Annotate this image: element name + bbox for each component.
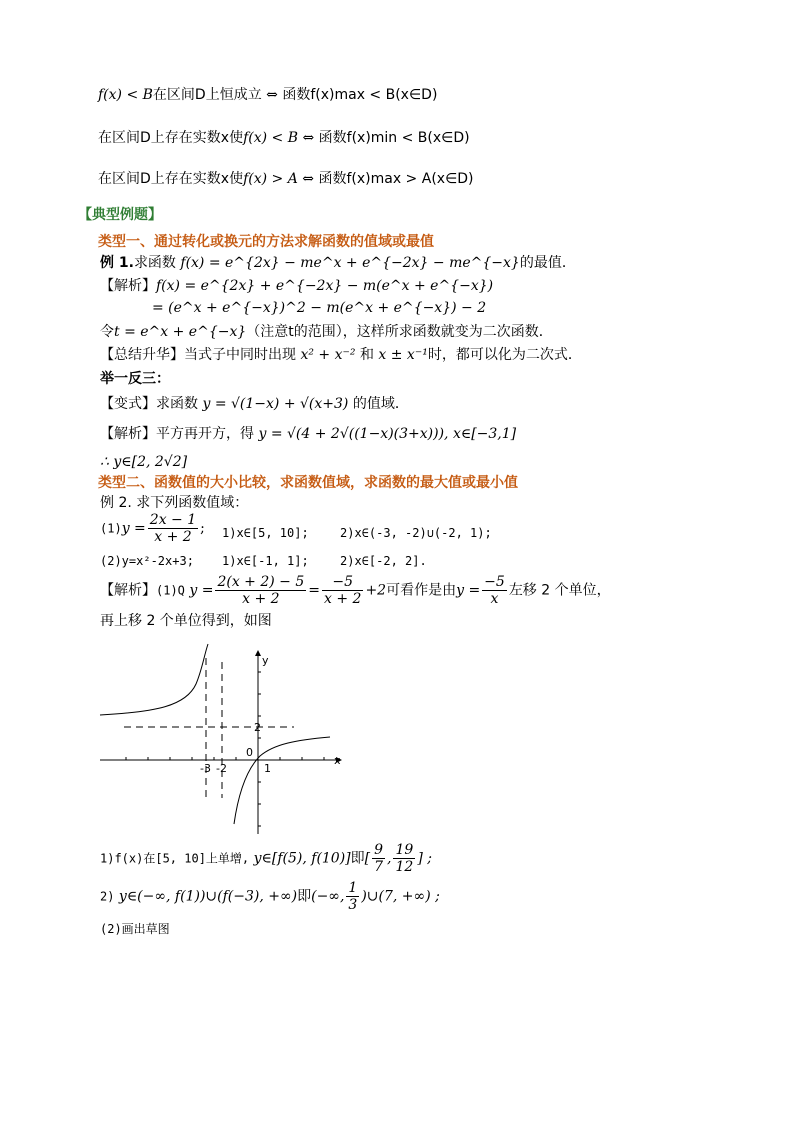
rule-1-lhs: f(x) < B xyxy=(98,87,153,103)
item-2-domain-1: 1)x∈[-1, 1]; xyxy=(222,554,309,568)
example-1 xyxy=(100,254,576,272)
result-1-line: 1)f(x)在[5, 10]上单增, y∈[f(5), f(10)]即[ $\frac{9}{7}$ , $\frac{19}{12}$ ] ; xyxy=(100,842,432,875)
section-title: 【典型例题】 xyxy=(78,207,162,223)
rule-3-lhs: f(x) > A xyxy=(243,171,298,187)
type1-heading: 类型一、通过转化或换元的方法求解函数的值域或最值 xyxy=(98,234,434,250)
example-1-expr: f(x) = e^{2x} − me^x + e^{−2x} − me^{−x} xyxy=(180,255,520,271)
summary-expr-a: x² + x⁻² xyxy=(300,347,356,363)
variant-analysis-expr: y = √(4 + 2√((1−x)(3+x))), x∈[−3,1] xyxy=(258,426,517,442)
example-1-tail: 的最值． xyxy=(519,255,576,271)
analysis-2-mid: 可看作是由 xyxy=(386,582,457,599)
hyperbola-left-branch xyxy=(100,644,208,715)
summary-expr-b: x ± x⁻¹ xyxy=(378,347,428,363)
tick-label-neg2: -2 xyxy=(216,762,227,775)
type2-heading: 类型二、函数值的大小比较，求函数值域，求函数的最大值或最小值 xyxy=(98,475,518,491)
rule-3-prefix: 在区间D上存在实数x使 xyxy=(98,171,244,187)
analysis-1-expr1: f(x) = e^{2x} + e^{−2x} − m(e^x + e^{−x}) xyxy=(156,278,494,294)
analysis-2-line1: 【解析】(1)Q y = $\frac{2(x + 2) - 5}{x + 2}$ = $\frac{-5}{x + 2}$ +2可看作是由y = $\frac{-5}{x}$ 左移 2 个单位， xyxy=(100,574,611,607)
y-axis-label: y xyxy=(262,654,269,667)
rule-3 xyxy=(98,170,474,188)
tick-label-1: 1 xyxy=(264,762,271,775)
rule-1-condition: 在区间D上恒成立 xyxy=(152,87,262,103)
substitution-lead: 令 xyxy=(100,324,114,340)
rule-2-rhs: 函数f(x)min < B(x∈D) xyxy=(318,130,470,146)
variant-analysis-line xyxy=(100,425,516,443)
rule-1-rhs: 函数f(x)max < B(x∈D) xyxy=(282,87,438,103)
item-2-line xyxy=(100,552,427,570)
rule-2-prefix: 在区间D上存在实数x使 xyxy=(98,130,244,146)
summary-text-c: 时，都可以化为二次式． xyxy=(427,347,582,363)
practice-title: 举一反三： xyxy=(100,371,170,387)
item-2-label: (2)y=x²-2x+3; xyxy=(100,554,194,568)
substitution-line xyxy=(100,323,553,341)
result-2-pre: 2) xyxy=(100,889,115,904)
item-1-label: (1) xyxy=(100,521,122,536)
rule-2 xyxy=(98,129,470,147)
item-1-line: (1)y = $\frac{2x - 1}{x + 2}$ ; 1)x∈[5, 10]; 2)x∈(-3, -2)∪(-2, 1); xyxy=(100,512,492,545)
variant-text: 求函数 xyxy=(156,396,198,412)
result-2-mid: 即 xyxy=(297,888,312,905)
y-axis-arrow-icon xyxy=(255,650,261,656)
tick-label-2: 2 xyxy=(254,721,261,734)
substitution-expr: t = e^x + e^{−x} xyxy=(114,324,247,340)
item-1-domain-1: 1)x∈[5, 10]; xyxy=(222,526,309,540)
analysis-2-line2: 再上移 2 个单位得到，如图 xyxy=(100,613,272,629)
analysis-1-line2: = (e^x + e^{−x})^2 − m(e^x + e^{−x}) − 2 xyxy=(152,300,487,316)
example-1-label: 例 1. xyxy=(100,255,134,271)
item-1-fraction: $\frac{2x - 1}{x + 2}$ xyxy=(149,512,197,545)
analysis-1-line1 xyxy=(100,277,493,295)
result-1-pre: 1)f(x)在[5, 10]上单增, xyxy=(100,851,250,866)
equiv-arrow-icon: ⇔ xyxy=(298,130,319,146)
x-axis-label: x xyxy=(334,754,341,767)
analysis-2-tail: 左移 2 个单位， xyxy=(508,582,611,599)
summary-line xyxy=(100,346,582,364)
rule-2-lhs: f(x) < B xyxy=(243,130,298,146)
rule-1 xyxy=(98,86,437,104)
item-1-domain-2: 2)x∈(-3, -2)∪(-2, 1); xyxy=(340,526,492,540)
equiv-arrow-icon: ⇔ xyxy=(261,87,283,103)
variant-analysis-label: 【解析】 xyxy=(100,426,156,442)
origin-label: 0 xyxy=(246,746,253,759)
variant-line xyxy=(100,395,409,413)
summary-text-b: 和 xyxy=(359,347,374,363)
variant-expr: y = √(1−x) + √(x+3) xyxy=(202,396,349,412)
analysis-2-label: 【解析】 xyxy=(100,582,156,599)
example-1-text: 求函数 xyxy=(133,255,176,271)
analysis-1-label: 【解析】 xyxy=(100,278,156,294)
part-2-line: (2)画出草图 xyxy=(100,922,170,936)
summary-text-a: 当式子中同时出现 xyxy=(184,347,296,363)
variant-label: 【变式】 xyxy=(100,396,156,412)
result-2-line: 2) y∈(−∞, f(1))∪(f(−3), +∞)即(−∞, $\frac{1}{3}$ )∪(7, +∞) ; xyxy=(100,880,440,913)
substitution-note: （注意t的范围），这样所求函数就变为二次函数． xyxy=(246,324,553,340)
hyperbola-figure xyxy=(96,638,356,838)
variant-analysis-text: 平方再开方，得 xyxy=(156,426,254,442)
summary-label: 【总结升华】 xyxy=(100,347,184,363)
variant-result: ∴ y∈[2, 2√2] xyxy=(100,454,188,470)
tick-label-neg3: -3 xyxy=(200,762,211,775)
analysis-2-pre: (1)Q xyxy=(156,583,185,598)
variant-tail: 的值域． xyxy=(352,396,409,412)
rule-3-rhs: 函数f(x)max > A(x∈D) xyxy=(318,171,474,187)
item-2-domain-2: 2)x∈[-2, 2]. xyxy=(340,554,427,568)
equiv-arrow-icon: ⇔ xyxy=(297,171,319,187)
result-1-mid: 即 xyxy=(350,850,365,867)
example-2-line: 例 2. 求下列函数值域： xyxy=(100,495,249,511)
